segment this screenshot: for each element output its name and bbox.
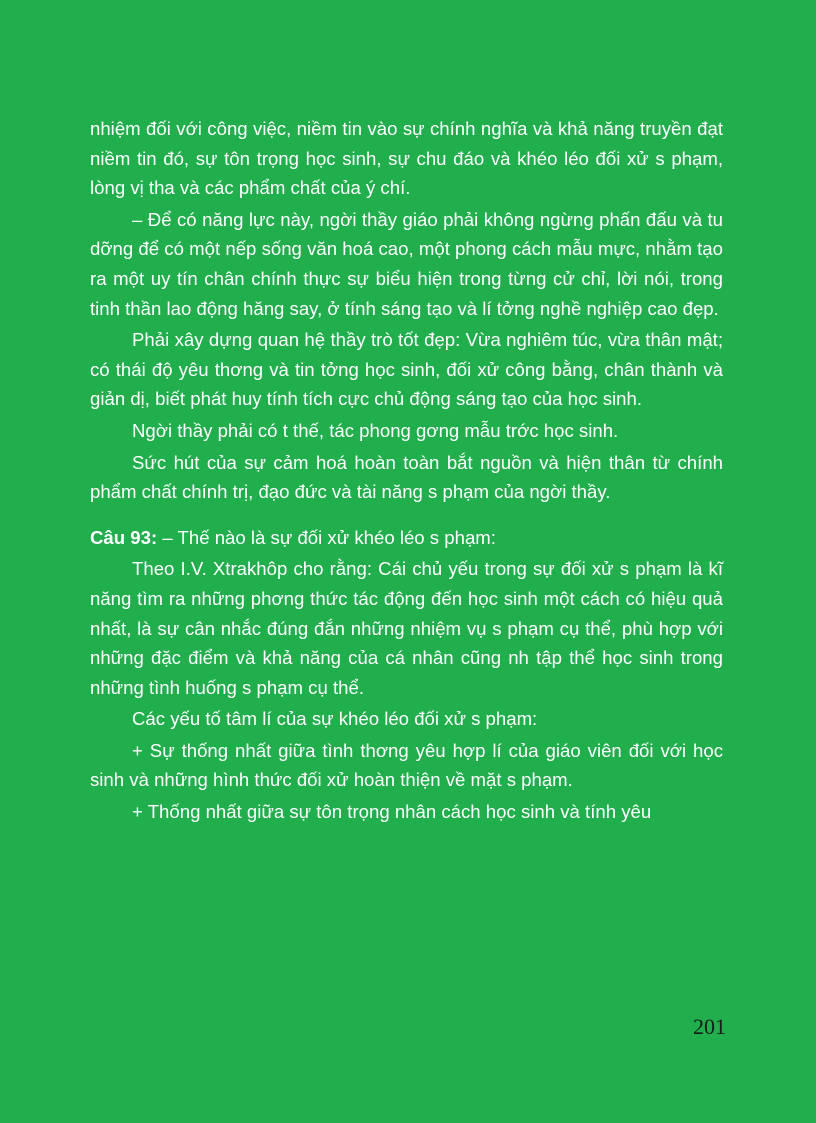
paragraph-3: Phải xây dựng quan hệ thầy trò tốt đẹp: Vừa nghiêm túc, vừa thân mật; có thái độ yêu thơng và tin tởng học sinh, đối xử công bằng, chân thành và giản dị, biết phát huy tính tích cực chủ động sáng tạo của học sinh. bbox=[90, 329, 723, 410]
question-heading bbox=[90, 523, 723, 553]
answer-paragraph-3: + Sự thống nhất giữa tình thơng yêu hợp lí của giáo viên đối với học sinh và những hình thức đối xử hoàn thiện về mặt s phạm. bbox=[90, 739, 723, 791]
page-number: 201 bbox=[693, 1014, 726, 1039]
paragraph-4: Ngời thầy phải có t thế, tác phong gơng mẫu trớc học sinh. bbox=[132, 419, 619, 441]
page-body bbox=[90, 114, 723, 829]
question-text: – Thế nào là sự đối xử khéo léo s phạm: bbox=[157, 526, 496, 548]
paragraph-5: Sức hút của sự cảm hoá hoàn toàn bắt nguồn và hiện thân từ chính phẩm chất chính trị, đạo đức và tài năng s phạm của ngời thầy. bbox=[90, 451, 723, 503]
paragraph-2: – Để có năng lực này, ngời thầy giáo phải không ngừng phấn đấu và tu dỡng để có một nếp sống văn hoá cao, một phong cách mẫu mực, nhằm tạo ra một uy tín chân chính thực sự biểu hiện trong từng cử chỉ, lời nói, trong tinh thần lao động hăng say, ở tính sáng tạo và lí tởng nghề nghiệp cao đẹp. bbox=[90, 208, 723, 319]
answer-paragraph-1: Theo I.V. Xtrakhôp cho rằng: Cái chủ yếu trong sự đối xử s phạm là kĩ năng tìm ra những phơng thức tác động đến học sinh một cách có hiệu quả nhất, là sự cân nhắc đúng đắn những nhiệm vụ s phạm cụ thể, phù hợp với những đặc điểm và khả năng của cá nhân cũng nh tập thể học sinh trong những tình huống s phạm cụ thể. bbox=[90, 558, 723, 698]
paragraph-1: nhiệm đối với công việc, niềm tin vào sự chính nghĩa và khả năng truyền đạt niềm tin đó, sự tôn trọng học sinh, sự chu đáo và khéo léo đối xử s phạm, lòng vị tha và các phẩm chất của ý chí. bbox=[90, 118, 723, 199]
question-label: Câu 93: bbox=[90, 526, 158, 548]
answer-paragraph-4: + Thống nhất giữa sự tôn trọng nhân cách học sinh và tính yêu bbox=[132, 801, 652, 823]
answer-paragraph-2: Các yếu tố tâm lí của sự khéo léo đối xử s phạm: bbox=[132, 708, 538, 730]
